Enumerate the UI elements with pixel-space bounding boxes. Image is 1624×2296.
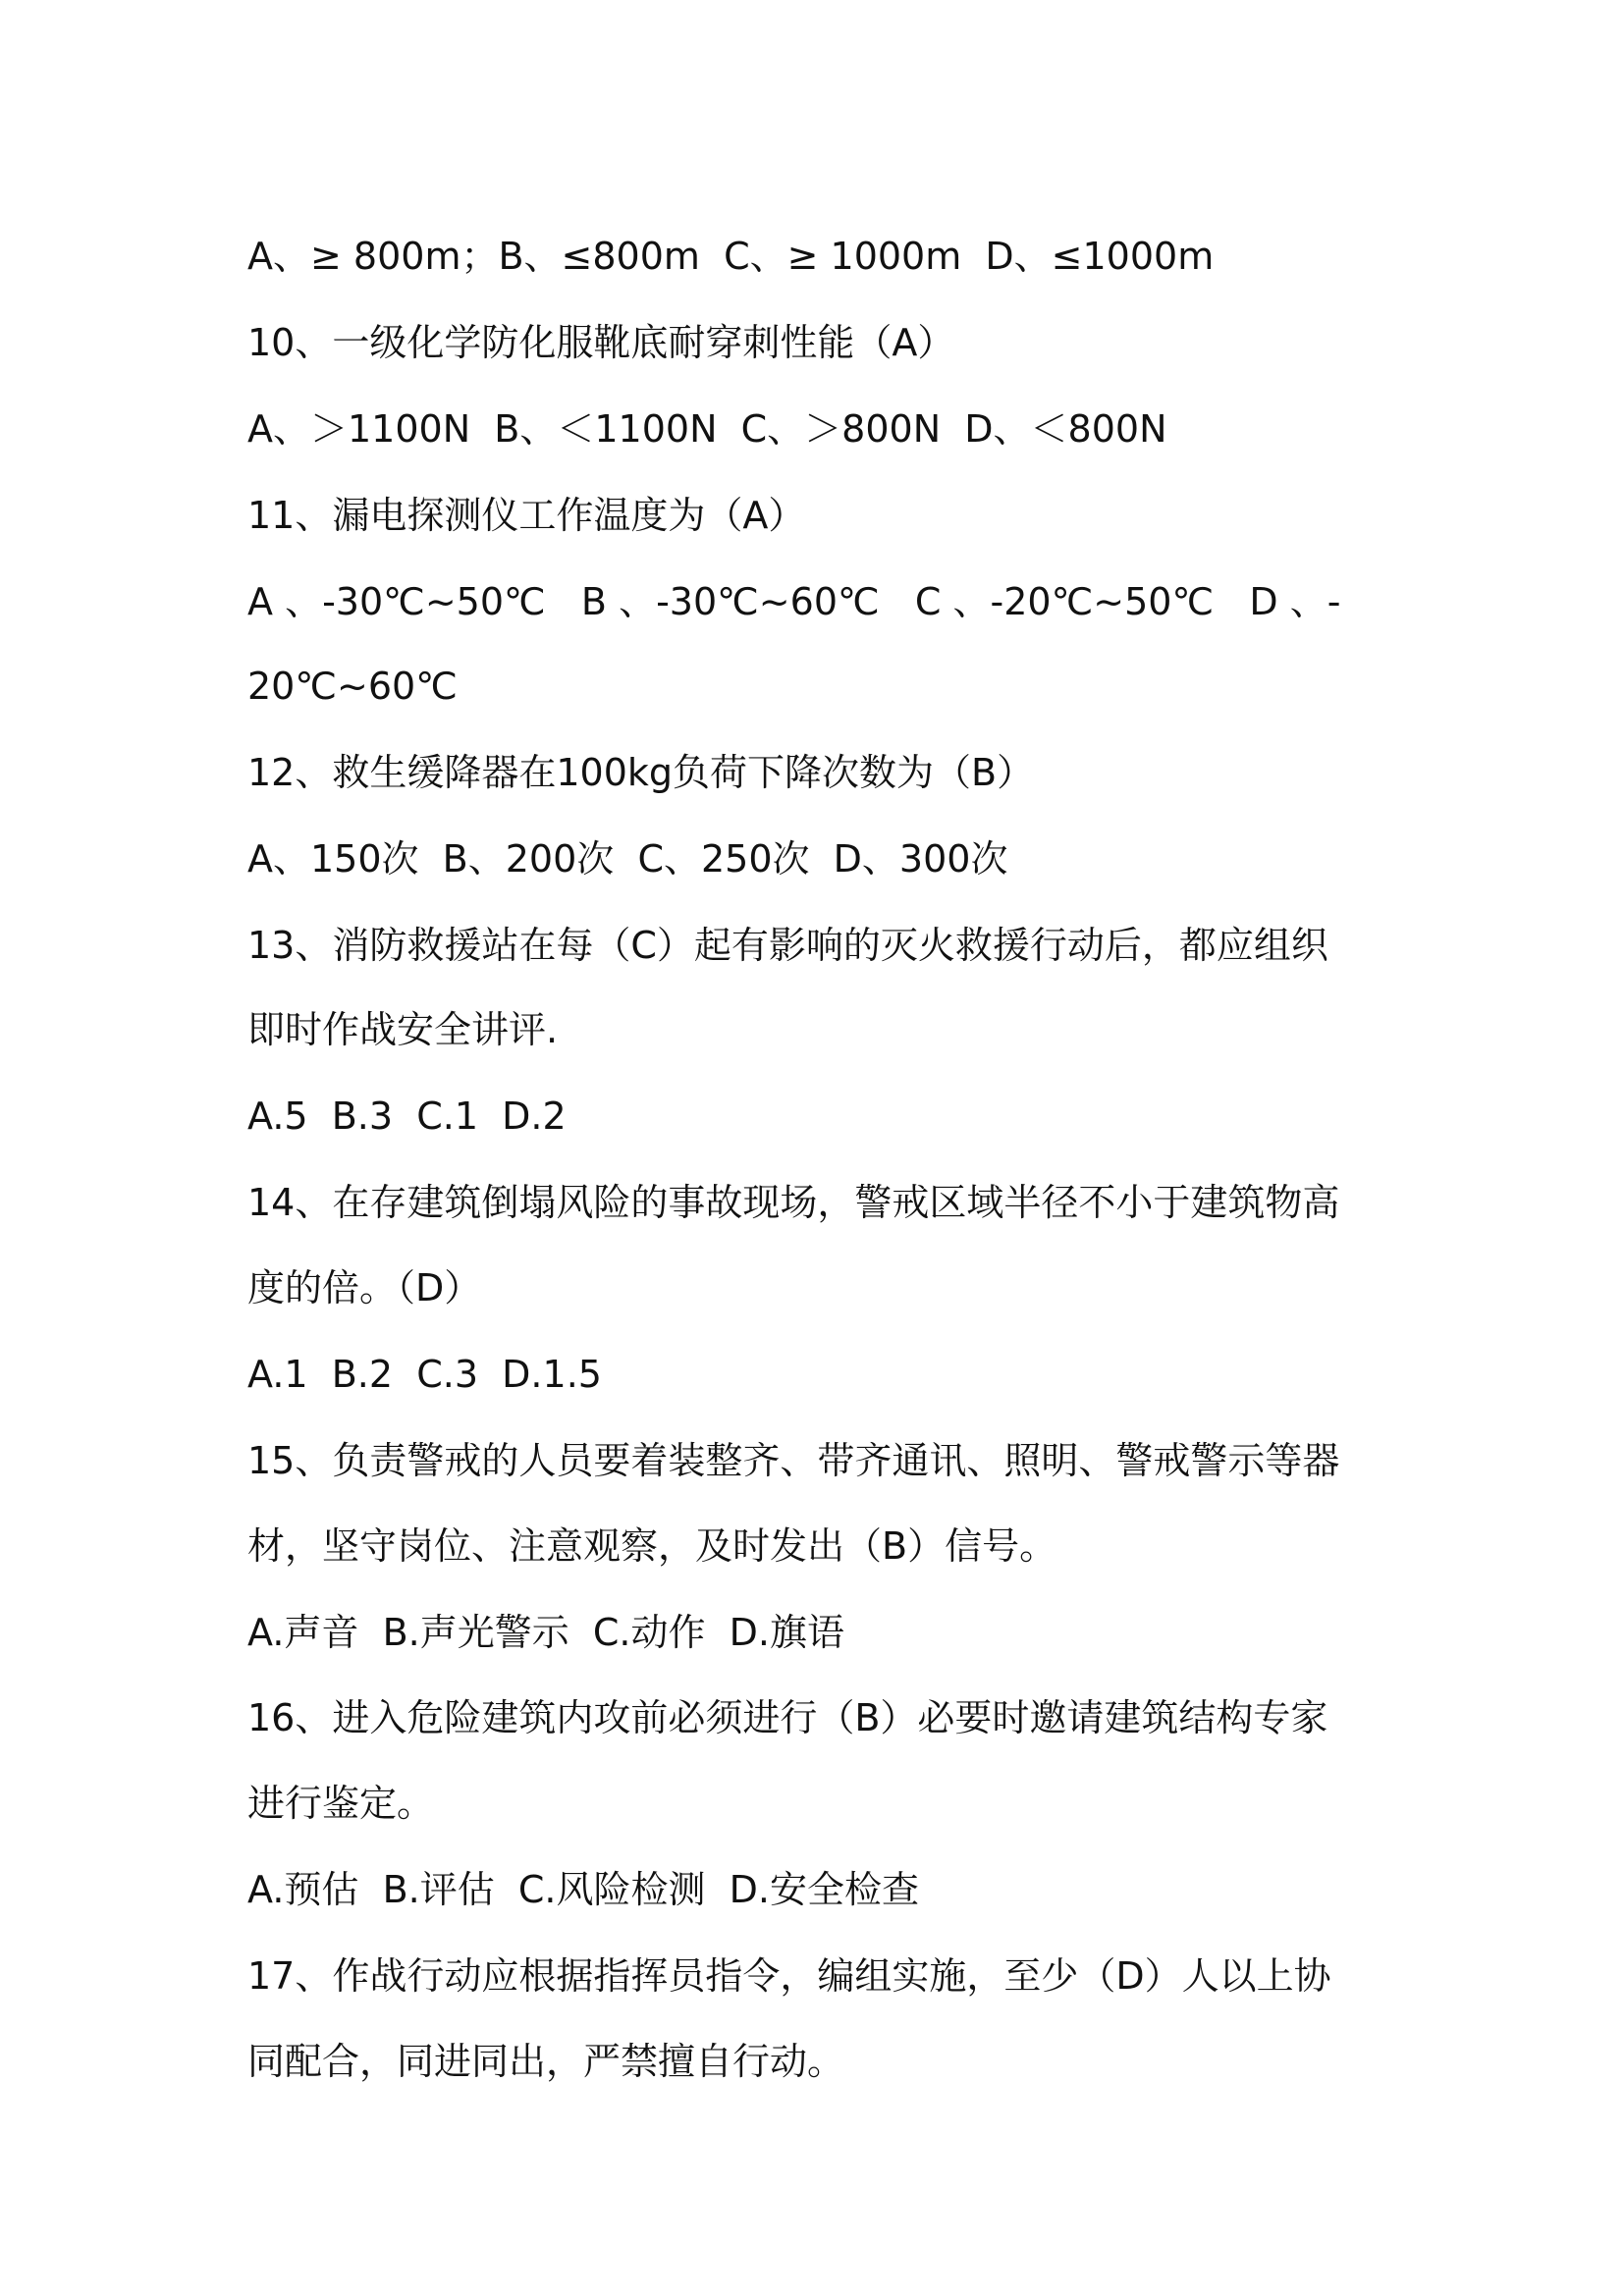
q15-question-line1: 15、负责警戒的人员要着装整齐、带齐通讯、照明、警戒警示等器 [247, 1439, 1340, 1482]
q14-question-line1: 14、在存建筑倒塌风险的事故现场，警戒区域半径不小于建筑物高 [247, 1181, 1340, 1224]
q13-question-line2: 即时作战安全讲评. [247, 1008, 559, 1051]
q11-options-line1: A 、-30℃~50℃ B 、-30℃~60℃ C 、-20℃~50℃ D 、- [247, 580, 1341, 623]
q13-question-line1: 13、消防救援站在每（C）起有影响的灭火救援行动后，都应组织 [247, 924, 1328, 967]
q15-options: A.声音 B.声光警示 C.动作 D.旗语 [247, 1611, 844, 1654]
q10-options: A、＞1100N B、＜1100N C、＞800N D、＜800N [247, 407, 1167, 451]
q10-question: 10、一级化学防化服靴底耐穿刺性能（A） [247, 321, 955, 364]
q11-options-line2: 20℃~60℃ [247, 665, 458, 708]
q13-options: A.5 B.3 C.1 D.2 [247, 1095, 567, 1138]
q17-question-line2: 同配合，同进同出，严禁擅自行动。 [247, 2040, 845, 2083]
q16-options: A.预估 B.评估 C.风险检测 D.安全检查 [247, 1868, 919, 1911]
q16-question-line2: 进行鉴定。 [247, 1782, 435, 1825]
q9-options: A、≥ 800m；B、≤800m C、≥ 1000m D、≤1000m [247, 235, 1215, 278]
q12-options: A、150次 B、200次 C、250次 D、300次 [247, 837, 1008, 881]
q15-question-line2: 材，坚守岗位、注意观察，及时发出（B）信号。 [247, 1524, 1057, 1568]
q14-question-line2: 度的倍。（D） [247, 1266, 482, 1309]
q14-options: A.1 B.2 C.3 D.1.5 [247, 1353, 602, 1396]
q12-question: 12、救生缓降器在100kg负荷下降次数为（B） [247, 751, 1035, 794]
q17-question-line1: 17、作战行动应根据指挥员指令，编组实施，至少（D）人以上协 [247, 1954, 1331, 1998]
q16-question-line1: 16、进入危险建筑内攻前必须进行（B）必要时邀请建筑结构专家 [247, 1696, 1328, 1739]
q11-question: 11、漏电探测仪工作温度为（A） [247, 494, 806, 537]
